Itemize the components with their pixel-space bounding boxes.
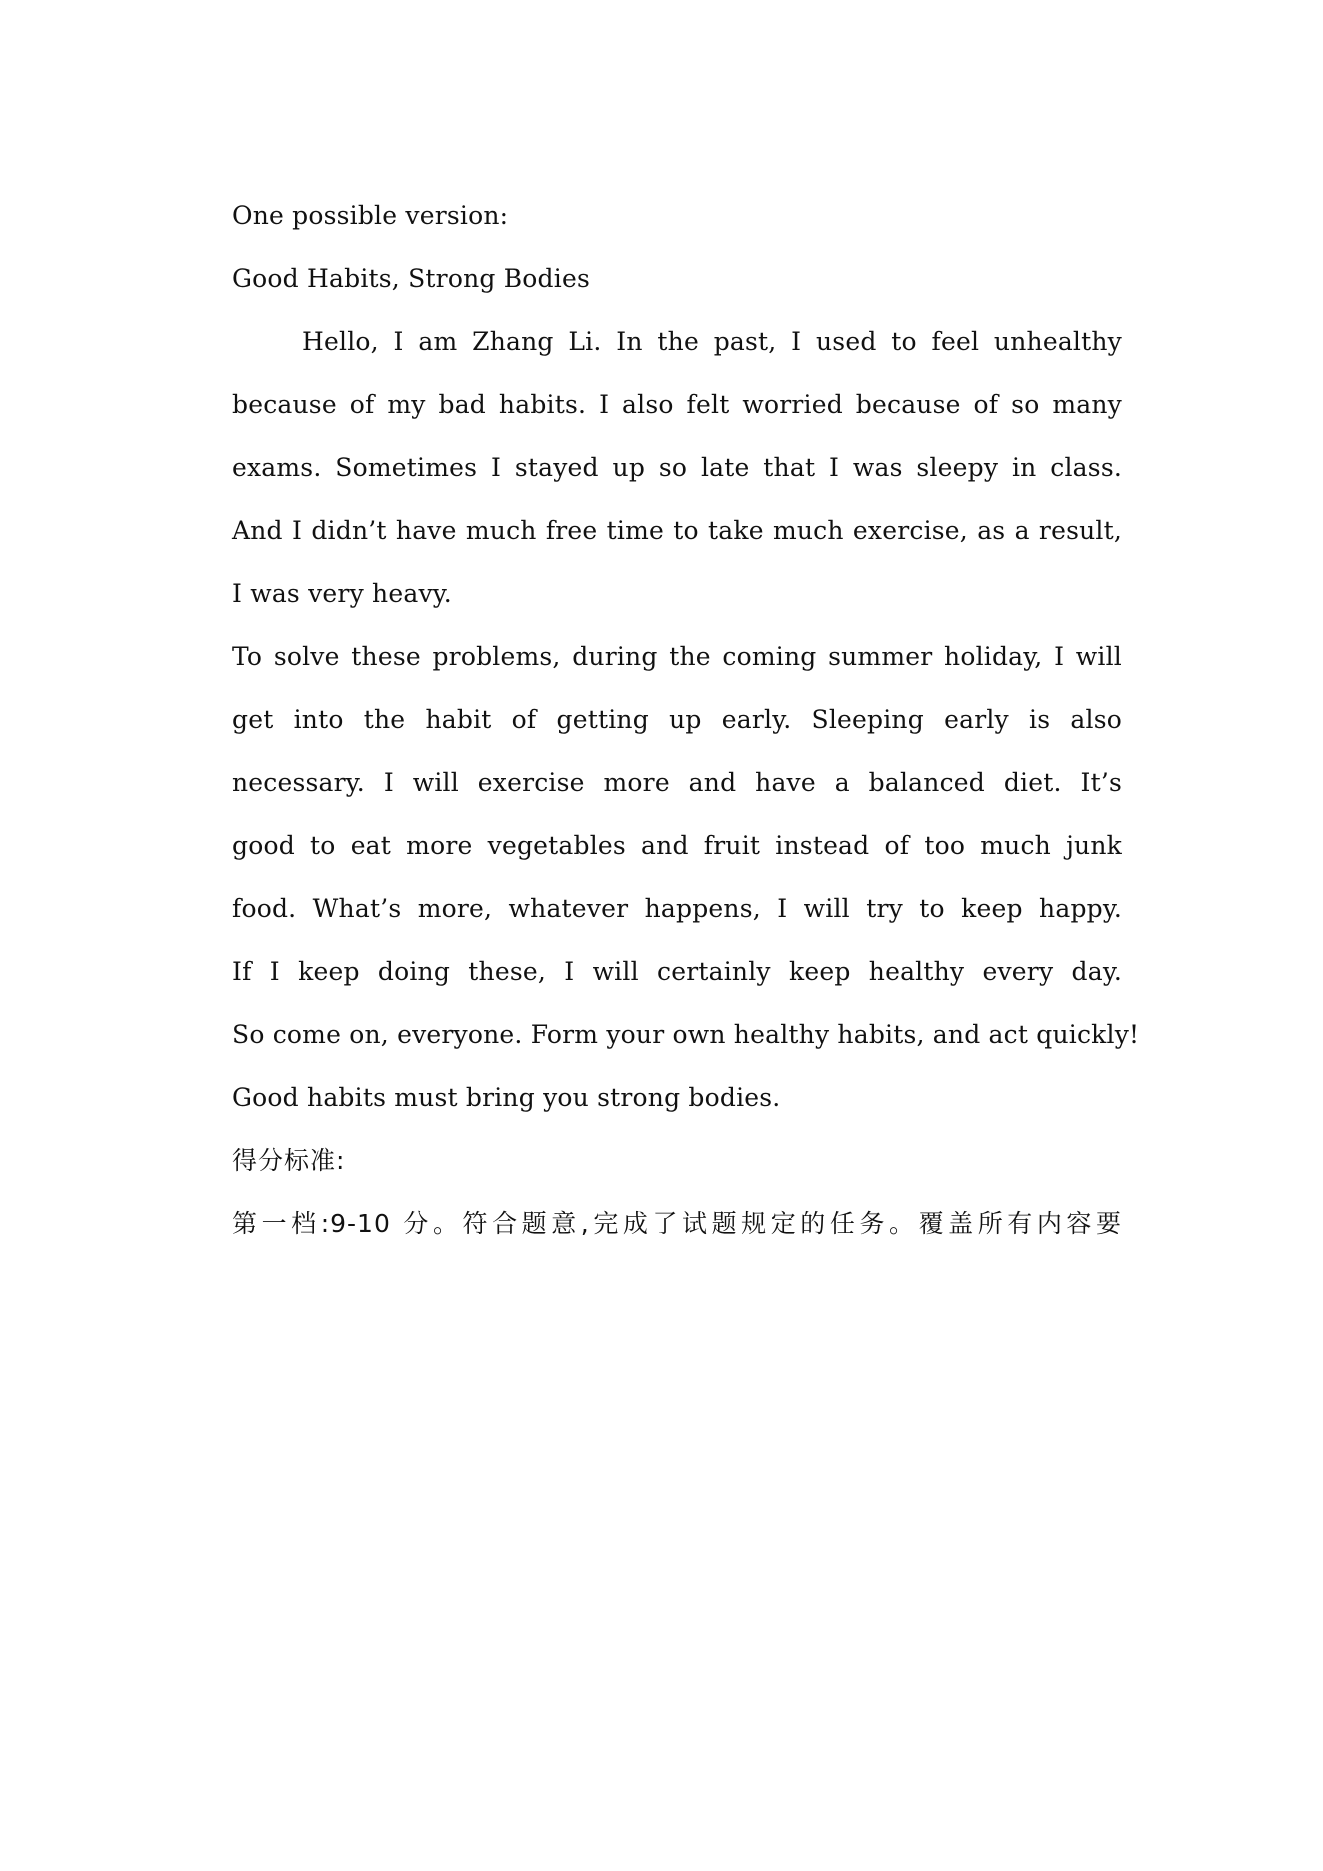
essay-line: good to eat more vegetables and fruit instead of too much junk: [232, 831, 1122, 860]
essay-line: So come on, everyone. Form your own healthy habits, and act quickly!: [232, 1020, 1140, 1049]
essay-line: exams. Sometimes I stayed up so late that I was sleepy in class.: [232, 453, 1122, 482]
essay-line: get into the habit of getting up early. Sleeping early is also: [232, 705, 1122, 734]
essay-line: To solve these problems, during the coming summer holiday, I will: [232, 642, 1122, 671]
scoring-heading: 得分标准:: [232, 1146, 346, 1175]
scoring-tier-1: 第一档:9-10 分。符合题意,完成了试题规定的任务。覆盖所有内容要: [232, 1209, 1122, 1238]
intro-line: One possible version:: [232, 201, 509, 230]
essay-line: If I keep doing these, I will certainly keep healthy every day.: [232, 957, 1122, 986]
essay-line: And I didn’t have much free time to take much exercise, as a result,: [232, 516, 1122, 545]
essay-title: Good Habits, Strong Bodies: [232, 264, 590, 293]
essay-line: because of my bad habits. I also felt worried because of so many: [232, 390, 1122, 419]
essay-line: I was very heavy.: [232, 579, 452, 608]
essay-line: Hello, I am Zhang Li. In the past, I used to feel unhealthy: [302, 327, 1122, 356]
essay-line: necessary. I will exercise more and have a balanced diet. It’s: [232, 768, 1122, 797]
essay-line: food. What’s more, whatever happens, I will try to keep happy.: [232, 894, 1122, 923]
essay-line: Good habits must bring you strong bodies.: [232, 1083, 781, 1112]
